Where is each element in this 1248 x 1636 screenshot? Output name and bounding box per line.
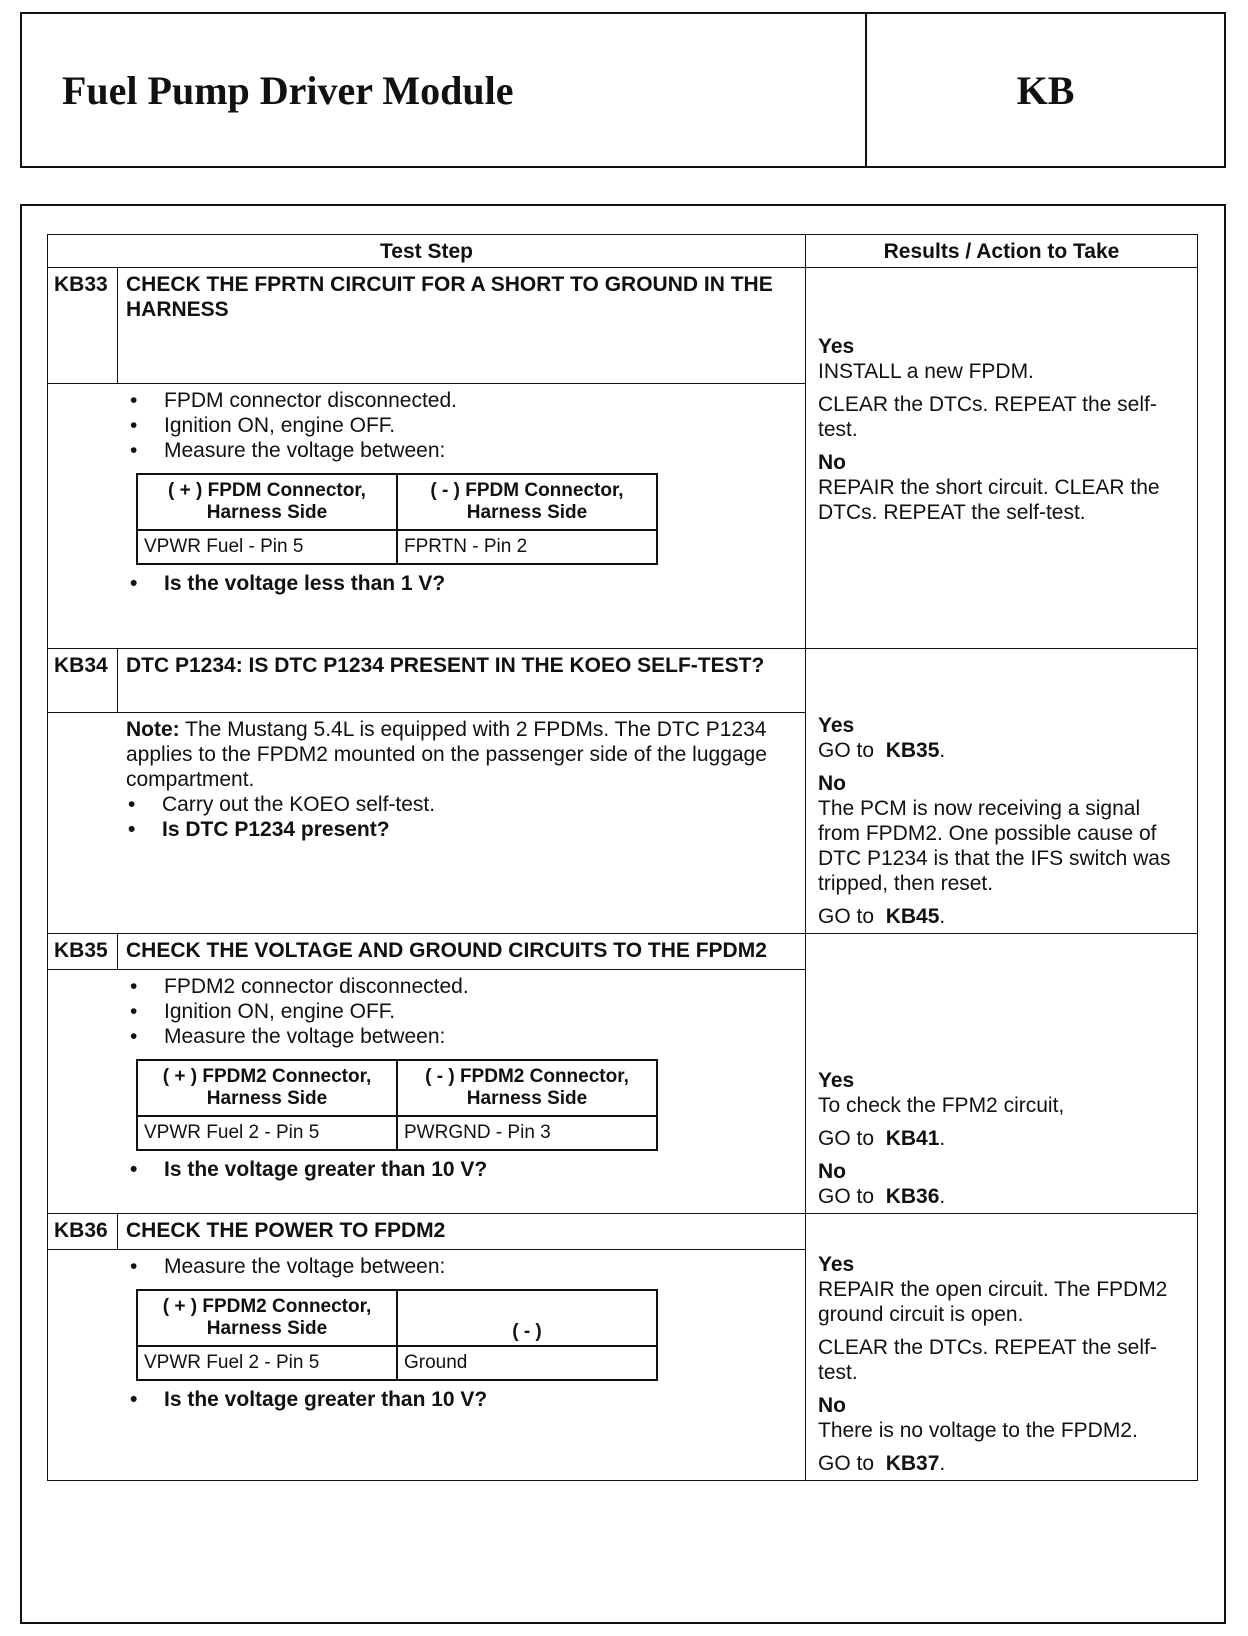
step-note bbox=[126, 717, 797, 792]
step-id: KB34 bbox=[48, 649, 118, 713]
step-question: • Is the voltage less than 1 V? bbox=[128, 571, 797, 596]
list-item: • FPDM2 connector disconnected. bbox=[128, 974, 797, 999]
no-label: No bbox=[818, 451, 846, 474]
go-to-text: GO to bbox=[818, 1127, 875, 1150]
yes-label: Yes bbox=[818, 335, 855, 358]
no-action: REPAIR the short circuit. CLEAR the DTCs. REPEAT the self-test. bbox=[818, 476, 1160, 524]
positive-connector-header: ( + ) FPDM2 Connector, Harness Side bbox=[137, 1290, 397, 1346]
go-to-text: GO to bbox=[818, 739, 875, 762]
page-title: Fuel Pump Driver Module bbox=[22, 14, 867, 166]
step-title-row bbox=[48, 649, 1198, 713]
no-label: No bbox=[818, 772, 846, 795]
step-id: KB35 bbox=[48, 934, 118, 970]
yes-action: REPAIR the open circuit. The FPDM2 ground circuit is open. bbox=[818, 1278, 1168, 1326]
results-header: Results / Action to Take bbox=[806, 235, 1198, 268]
step-body bbox=[48, 970, 806, 1214]
step-results: Yes To check the FPM2 circuit, GO to KB41. No GO to KB36. bbox=[806, 934, 1198, 1214]
step-question: • Is the voltage greater than 10 V? bbox=[128, 1157, 797, 1182]
step-instructions bbox=[128, 1254, 797, 1279]
go-to-text: GO to bbox=[818, 905, 875, 928]
table-header-row bbox=[48, 235, 1198, 268]
list-item: • Measure the voltage between: bbox=[128, 1024, 797, 1049]
negative-connector-header: ( - ) FPDM2 Connector, Harness Side bbox=[397, 1060, 657, 1116]
yes-label: Yes bbox=[818, 1253, 855, 1276]
go-to-text: GO to bbox=[818, 1452, 875, 1475]
step-title: DTC P1234: IS DTC P1234 PRESENT IN THE KOEO SELF-TEST? bbox=[118, 649, 806, 713]
positive-connector-header: ( + ) FPDM Connector, Harness Side bbox=[137, 474, 397, 530]
positive-connector-value: VPWR Fuel 2 - Pin 5 bbox=[137, 1346, 397, 1380]
yes-action: CLEAR the DTCs. REPEAT the self-test. bbox=[818, 393, 1157, 441]
test-step-table bbox=[47, 234, 1198, 1481]
yes-action: INSTALL a new FPDM. bbox=[818, 360, 1034, 383]
step-body bbox=[48, 384, 806, 649]
step-id: KB33 bbox=[48, 268, 118, 384]
section-code: KB bbox=[1016, 67, 1075, 113]
no-label: No bbox=[818, 1394, 846, 1417]
step-instructions bbox=[126, 792, 797, 842]
list-item: • Ignition ON, engine OFF. bbox=[128, 999, 797, 1024]
positive-connector-value: VPWR Fuel 2 - Pin 5 bbox=[137, 1116, 397, 1150]
negative-connector-value: FPRTN - Pin 2 bbox=[397, 530, 657, 564]
test-step-header: Test Step bbox=[48, 235, 806, 268]
go-to-step-link[interactable]: KB36 bbox=[885, 1185, 940, 1208]
step-title-row bbox=[48, 1214, 1198, 1250]
page-header bbox=[20, 12, 1226, 168]
step-title: CHECK THE POWER TO FPDM2 bbox=[118, 1214, 806, 1250]
step-body bbox=[48, 1250, 806, 1481]
list-item: • Ignition ON, engine OFF. bbox=[128, 413, 797, 438]
go-to-step-link[interactable]: KB35 bbox=[885, 739, 940, 762]
measurement-table bbox=[136, 473, 658, 565]
go-to-step-link[interactable]: KB45 bbox=[885, 905, 940, 928]
step-instructions bbox=[128, 974, 797, 1049]
no-action: The PCM is now receiving a signal from FPDM2. One possible cause of DTC P1234 is that the IFS switch was tripped, then reset. bbox=[818, 797, 1171, 895]
step-title: CHECK THE FPRTN CIRCUIT FOR A SHORT TO GROUND IN THE HARNESS bbox=[118, 268, 806, 384]
yes-action: To check the FPM2 circuit, bbox=[818, 1094, 1065, 1117]
no-label: No bbox=[818, 1160, 846, 1183]
note-label: Note: bbox=[126, 718, 180, 741]
step-body bbox=[48, 713, 806, 934]
step-id: KB36 bbox=[48, 1214, 118, 1250]
step-results: Yes REPAIR the open circuit. The FPDM2 ground circuit is open. CLEAR the DTCs. REPEAT the self-test. No There is no voltage to the FPDM2. GO to KB37. bbox=[806, 1214, 1198, 1481]
measurement-table bbox=[136, 1059, 658, 1151]
go-to-text: GO to bbox=[818, 1185, 875, 1208]
negative-connector-header: ( - ) bbox=[397, 1290, 657, 1346]
go-to-step-link[interactable]: KB37 bbox=[885, 1452, 940, 1475]
step-question: • Is the voltage greater than 10 V? bbox=[128, 1387, 797, 1412]
step-title-row bbox=[48, 268, 1198, 384]
step-results bbox=[806, 268, 1198, 649]
step-instructions bbox=[128, 388, 797, 463]
note-text: The Mustang 5.4L is equipped with 2 FPDMs. The DTC P1234 applies to the FPDM2 mounted on the passenger side of the luggage compartment. bbox=[126, 718, 767, 791]
list-item: • Measure the voltage between: bbox=[128, 1254, 797, 1279]
negative-connector-value: PWRGND - Pin 3 bbox=[397, 1116, 657, 1150]
step-title: CHECK THE VOLTAGE AND GROUND CIRCUITS TO THE FPDM2 bbox=[118, 934, 806, 970]
step-title-row bbox=[48, 934, 1198, 970]
negative-connector-value: Ground bbox=[397, 1346, 657, 1380]
positive-connector-header: ( + ) FPDM2 Connector, Harness Side bbox=[137, 1060, 397, 1116]
no-action: There is no voltage to the FPDM2. bbox=[818, 1419, 1138, 1442]
yes-label: Yes bbox=[818, 714, 855, 737]
list-item: • Measure the voltage between: bbox=[128, 438, 797, 463]
positive-connector-value: VPWR Fuel - Pin 5 bbox=[137, 530, 397, 564]
step-question: • Is DTC P1234 present? bbox=[126, 817, 797, 842]
yes-label: Yes bbox=[818, 1069, 855, 1092]
negative-connector-header: ( - ) FPDM Connector, Harness Side bbox=[397, 474, 657, 530]
yes-action: CLEAR the DTCs. REPEAT the self-test. bbox=[818, 1336, 1157, 1384]
list-item: • Carry out the KOEO self-test. bbox=[126, 792, 797, 817]
step-results: Yes GO to KB35. No The PCM is now receiving a signal from FPDM2. One possible cause of DTC P1234 is that the IFS switch was tripped, then reset. GO to KB45. bbox=[806, 649, 1198, 934]
list-item: • FPDM connector disconnected. bbox=[128, 388, 797, 413]
go-to-step-link[interactable]: KB41 bbox=[885, 1127, 940, 1150]
measurement-table bbox=[136, 1289, 658, 1381]
